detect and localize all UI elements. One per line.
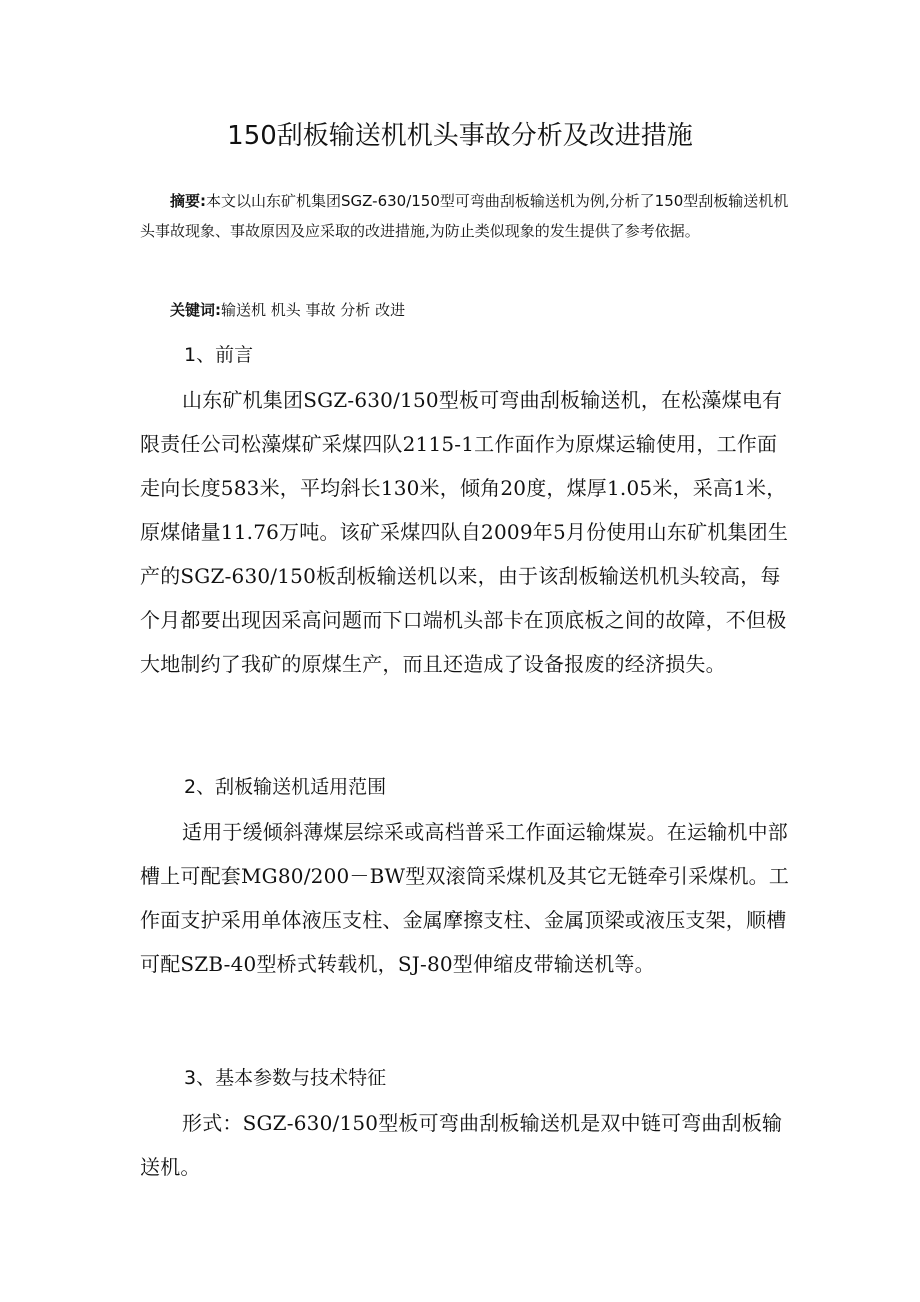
abstract-label: 摘要: bbox=[170, 192, 206, 210]
section-heading-parameters: 3、基本参数与技术特征 bbox=[184, 1067, 387, 1089]
section-paragraph-parameters: 形式：SGZ-630/150型板可弯曲刮板输送机是双中链可弯曲刮板输送机。 bbox=[140, 1111, 783, 1179]
keywords-text: 输送机 机头 事故 分析 改进 bbox=[221, 301, 406, 319]
abstract-paragraph bbox=[140, 186, 790, 246]
document-title: 150刮板输送机机头事故分析及改进措施 bbox=[227, 121, 693, 151]
section-paragraph-scope: 适用于缓倾斜薄煤层综采或高档普采工作面运输煤炭。在运输机中部槽上可配套MG80/200－BW型双滚筒采煤机及其它无链牵引采煤机。工作面支护采用单体液压支柱、金属摩擦支柱、金属顶梁或液压支架，顺槽可配SZB-40型桥式转载机，SJ-80型伸缩皮带输送机等。 bbox=[140, 820, 790, 976]
section-paragraph-preface: 山东矿机集团SGZ-630/150型板可弯曲刮板输送机，在松藻煤电有限责任公司松藻煤矿采煤四队2115-1工作面作为原煤运输使用，工作面走向长度583米，平均斜长130米，倾角20度，煤厚1.05米，采高1米，原煤储量11.76万吨。该矿采煤四队自2009年5月份使用山东矿机集团生产的SGZ-630/150板刮板输送机以来，由于该刮板输送机机头较高，每个月都要出现因采高问题而下口端机头部卡在顶底板之间的故障，不但极大地制约了我矿的原煤生产，而且还造成了设备报废的经济损失。 bbox=[140, 388, 789, 676]
section-heading-scope: 2、刮板输送机适用范围 bbox=[184, 776, 387, 798]
section-heading-preface: 1、前言 bbox=[184, 344, 254, 366]
keywords-label: 关键词: bbox=[170, 301, 221, 319]
keywords-paragraph bbox=[140, 296, 790, 324]
abstract-text: 本文以山东矿机集团SGZ-630/150型可弯曲刮板输送机为例,分析了150型刮板输送机机头事故现象、事故原因及应采取的改进措施,为防止类似现象的发生提供了参考依据。 bbox=[140, 192, 789, 240]
